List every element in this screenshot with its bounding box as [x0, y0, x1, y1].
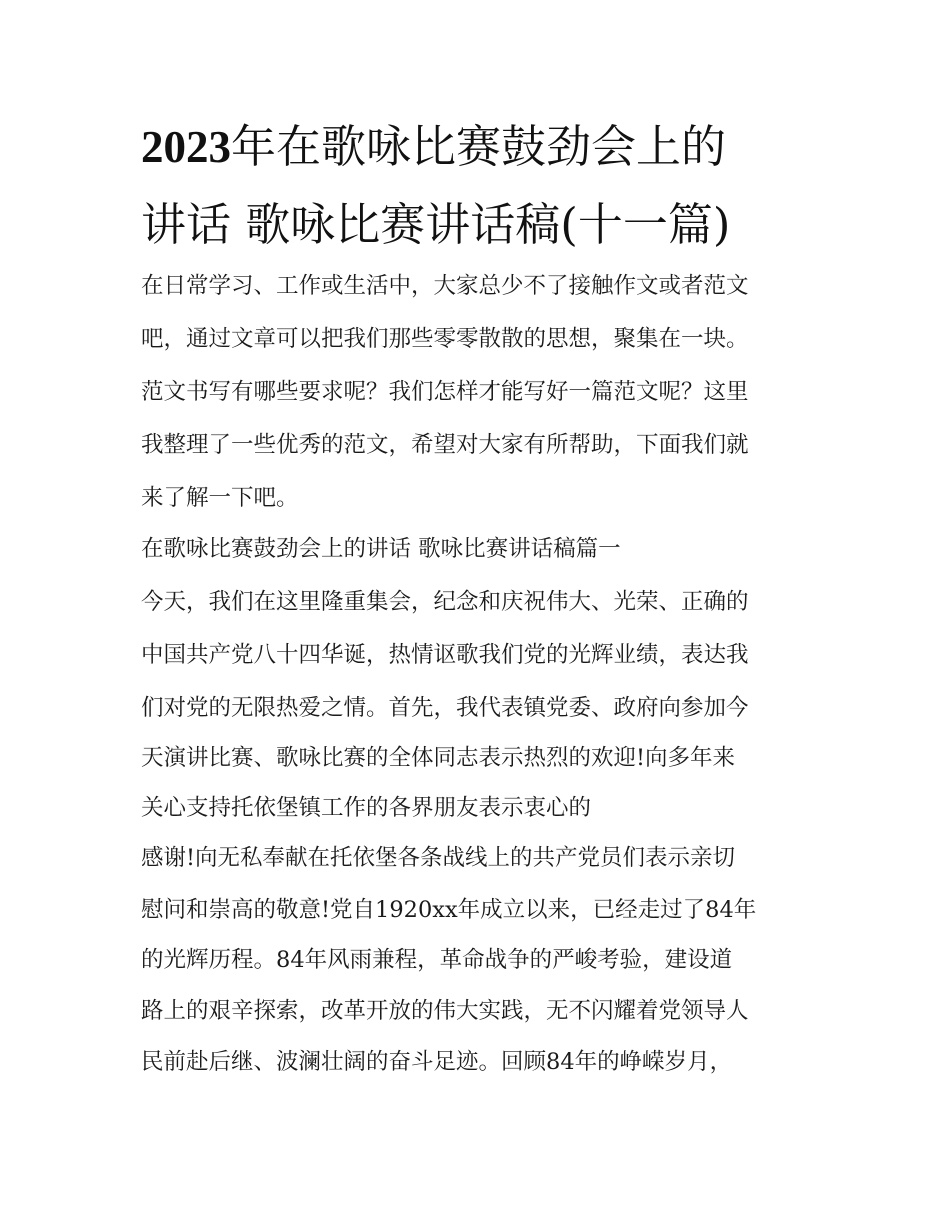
body-text-line: 感谢!向无私奉献在托依堡各条战线上的共产党员们表示亲切 [141, 845, 736, 871]
document-title-line [141, 117, 726, 177]
body-text-line: 们对党的无限热爱之情。首先，我代表镇党委、政府向参加今 [141, 695, 749, 721]
body-text-line: 民前赴后继、波澜壮阔的奋斗足迹。回顾84年的峥嵘岁月， [141, 1049, 733, 1075]
body-text-line: 在日常学习、工作或生活中，大家总少不了接触作文或者范文 [141, 273, 749, 299]
title-year: 2023 [141, 122, 231, 172]
body-text-line: 来了解一下吧。 [141, 485, 299, 511]
body-text-line: 关心支持托依堡镇工作的各界朋友表示衷心的 [141, 795, 592, 821]
document-title-line [141, 195, 730, 255]
body-text-line: 慰问和崇高的敬意!党自1920xx年成立以来，已经走过了84年 [141, 897, 757, 923]
body-text-line: 今天，我们在这里隆重集会，纪念和庆祝伟大、光荣、正确的 [141, 589, 749, 615]
body-text-line: 吧，通过文章可以把我们那些零零散散的思想，聚集在一块。 [141, 326, 749, 352]
body-text-line: 的光辉历程。84年风雨兼程，革命战争的严峻考验，建设道 [141, 947, 733, 973]
body-text-line: 我整理了一些优秀的范文，希望对大家有所帮助，下面我们就 [141, 432, 749, 458]
body-text-line: 范文书写有哪些要求呢？我们怎样才能写好一篇范文呢？这里 [141, 379, 749, 405]
section-heading: 在歌咏比赛鼓劲会上的讲话 歌咏比赛讲话稿篇一 [141, 536, 621, 562]
body-text-line: 中国共产党八十四华诞，热情讴歌我们党的光辉业绩，表达我 [141, 642, 749, 668]
title-text: 年在歌咏比赛鼓劲会上的 [231, 120, 727, 173]
body-text-line: 天演讲比赛、歌咏比赛的全体同志表示热烈的欢迎!向多年来 [141, 745, 736, 771]
title-text: 讲话 歌咏比赛讲话稿(十一篇) [141, 198, 731, 251]
body-text-line: 路上的艰辛探索，改革开放的伟大实践，无不闪耀着党领导人 [141, 998, 749, 1024]
